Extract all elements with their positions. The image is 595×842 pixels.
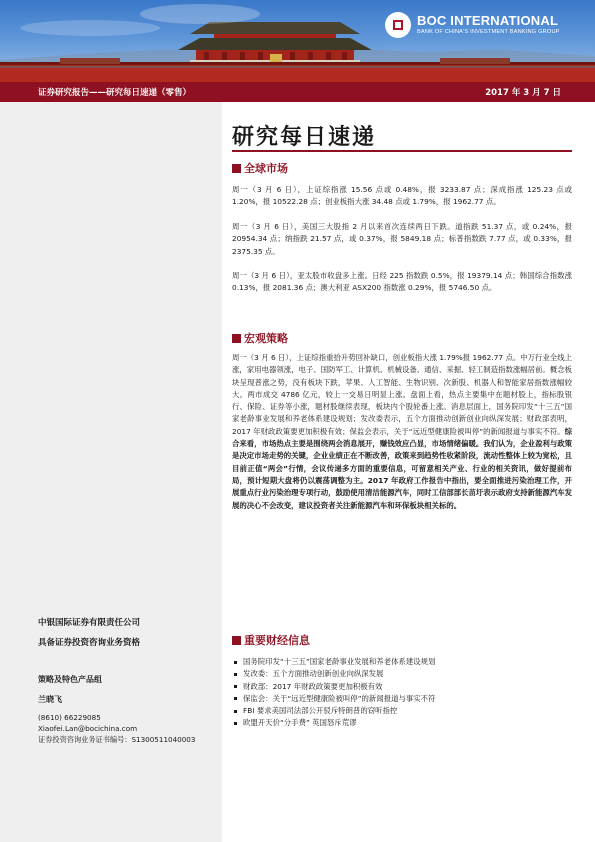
section-heading-global bbox=[232, 160, 288, 176]
report-series: 证券研究报告——研究每日速递（零售） bbox=[38, 88, 192, 98]
section-heading-label: 宏观策略 bbox=[244, 332, 288, 345]
bullet-icon bbox=[234, 673, 237, 676]
title-divider bbox=[232, 150, 572, 152]
section-heading-label: 全球市场 bbox=[244, 162, 288, 175]
bullet-icon bbox=[234, 722, 237, 725]
news-item-text: 国务院印发“十三五”国家老龄事业发展和养老体系建设规划 bbox=[243, 657, 436, 666]
sidebar-qualification: 具备证券投资咨询业务资格 bbox=[38, 638, 141, 648]
report-header-bar bbox=[0, 82, 595, 102]
list-item bbox=[232, 717, 572, 729]
bullet-icon bbox=[234, 710, 237, 713]
sidebar-org: 中银国际证券有限责任公司 bbox=[38, 618, 141, 628]
report-date: 2017 年 3 月 7 日 bbox=[485, 88, 561, 98]
news-item-text: FBI 要求美国司法部公开驳斥特朗普的窃听指控 bbox=[243, 706, 398, 716]
news-item-text: 发改委：五个方面推动创新创业向纵深发展 bbox=[243, 669, 384, 679]
brand-tagline: BANK OF CHINA'S INVESTMENT BANKING GROUP bbox=[417, 29, 560, 35]
news-list bbox=[232, 656, 572, 730]
news-item-text: 欧盟开天价“分手费” 英国怒斥荒谬 bbox=[243, 718, 357, 728]
section-heading-macro bbox=[232, 330, 288, 346]
global-paragraph-3: 周一（3 月 6 日），亚太股市收盘多上涨。日经 225 指数跌 0.5%，报 19379.14 点；韩国综合指数涨 0.13%，报 2081.36 点；澳大利亚 ASX200 指数涨 0.29%，报 5746.50 点。 bbox=[232, 271, 572, 293]
bullet-icon bbox=[234, 685, 237, 688]
macro-paragraph-bold: 综合来看，市场热点主要是围绕两会消息展开，赚钱效应凸显，市场情绪偏暖。我们认为，企业盈利与政策是决定市场走势的关键，企业业绩正在不断改善，政策来到趋势性收紧阶段，流动性整体上较为宽松，且目前正值“两会”行情，会议传递多方面的重要信息，可留意相关产业、行业的相关资讯，做好提前布局，预计短期大盘将仍以震荡调整为主。2017 年政府工作报告中指出，要全面推进污染治理工作，开展重点行业污染治理专项行动，鼓励使用清洁能源汽车，同时工信部部长苗圩表示政府支持新能源汽车发展的决心不会改变，建议投资者关注新能源汽车和环保板块相关标的。 bbox=[232, 426, 572, 510]
brand-logo-block bbox=[385, 12, 560, 38]
global-paragraph-2: 周一（3 月 6 日），美国三大股指 2 月以来首次连续两日下跌。道指跌 51.37 点，或 0.24%，报 20954.34 点；纳指跌 21.57 点，或 0.37%，报 5849.18 点；标普指数跌 7.77 点，或 0.33%，报 2375.35 点。 bbox=[232, 222, 572, 256]
news-item-text: 财政部：2017 年财政政策要更加积极有效 bbox=[243, 681, 383, 691]
section-heading-news bbox=[232, 632, 310, 648]
sidebar-team: 策略及特色产品组 bbox=[38, 675, 102, 684]
sidebar-analyst: 兰晓飞 bbox=[38, 695, 62, 704]
sidebar-phone: (8610) 66229085 bbox=[38, 713, 101, 722]
brand-name: BOC INTERNATIONAL bbox=[417, 13, 559, 28]
global-paragraph-1: 周一（3 月 6 日），上证综指涨 15.56 点或 0.48%，报 3233.87 点；深成指涨 125.23 点或 1.20%，报 10522.28 点；创业板指大涨 34.48 点或 1.79%，报 1962.77 点。 bbox=[232, 185, 572, 207]
square-bullet-icon bbox=[232, 334, 241, 343]
section-heading-label: 重要财经信息 bbox=[244, 634, 310, 647]
sidebar-cert: 证券投资咨询业务证书编号：S1300511040003 bbox=[38, 735, 196, 744]
page-title: 研究每日速递 bbox=[232, 124, 377, 150]
list-item bbox=[232, 656, 572, 668]
list-item bbox=[232, 681, 572, 693]
macro-paragraph bbox=[232, 352, 572, 512]
news-item-text: 保监会：关于“远近型健康险被叫停”的新闻报道与事实不符 bbox=[243, 693, 436, 703]
list-item bbox=[232, 693, 572, 705]
list-item bbox=[232, 668, 572, 680]
bullet-icon bbox=[234, 697, 237, 700]
boc-logo-icon bbox=[385, 12, 411, 38]
square-bullet-icon bbox=[232, 164, 241, 173]
list-item bbox=[232, 705, 572, 717]
square-bullet-icon bbox=[232, 636, 241, 645]
header-banner bbox=[0, 0, 595, 82]
macro-paragraph-plain: 周一（3 月 6 日），上证综指重拾升势回补缺口，创业板指大涨 1.79%报 1962.77 点。中万行业全线上涨，家用电器领涨，电子、国防军工、计算机、机械设备、通信、采掘、轻工制造指数涨幅居前。概念板块呈现普涨之势，没有板块下跌，苹果、人工智能、生物识别、次新股、机器人和智能家居指数涨幅较大。两市成交 4786 亿元，较上一交易日明显上涨。盘面上看，热点主要集中在题材股上，指标股银行、保险、证券等小涨，题材股继续表现，板块内个股轮番上涨。消息层面上，国务院印发“十三五”国家老龄事业发展和养老体系建设规划；发改委表示，五个方面推动创新创业向纵深发展；财政部表明，2017 年财政政策要更加积极有效；保监会表示，关于“远近型健康险被叫停”的新闻报道与事实不符。 bbox=[232, 353, 572, 436]
bullet-icon bbox=[234, 661, 237, 664]
sidebar-email[interactable]: Xiaofei.Lan@bocichina.com bbox=[38, 724, 138, 733]
